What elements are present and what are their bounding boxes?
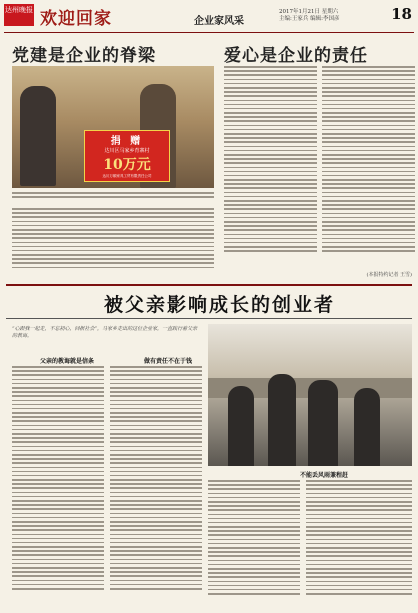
article1-column-a: [224, 66, 317, 268]
article2-column-2: [110, 366, 202, 606]
subheading-responsibility: 做有责任不在于钱: [144, 358, 193, 365]
edition-meta: [279, 9, 339, 23]
article2-lead: “心跟我一起走，不忘初心，回报社会”，马家乡走出的这位企业家，一直践行着父亲的教诲。: [12, 326, 198, 339]
photo-person-1: [228, 386, 254, 466]
donation-photo: [12, 66, 214, 188]
article2-column-1: [12, 366, 104, 606]
section-divider: [6, 284, 412, 286]
sign-donor: 达川万顺家具工贸有限责任公司: [102, 174, 152, 178]
newspaper-logo: 达州晚报: [4, 4, 34, 26]
photo-person-2: [268, 374, 296, 466]
section-title: 企业家风采: [194, 16, 244, 27]
headline-left: 党建是企业的脊梁: [12, 46, 156, 66]
subheading-father-teaching: 父亲的教诲就是信条: [40, 358, 95, 365]
masthead: [4, 4, 414, 30]
headline-right: 爱心是企业的责任: [224, 46, 368, 66]
headline-underline: [6, 318, 412, 319]
article1-left-column: [12, 208, 214, 278]
photo-person-4: [354, 388, 380, 466]
donation-sign: [84, 130, 170, 182]
article1-credit: (本报特约记者 王雪): [366, 272, 412, 278]
page-number: 18: [391, 5, 412, 23]
editor-credit: 主编:王家兵 编辑:李国彦: [279, 16, 340, 22]
article1-column-b: [322, 66, 415, 268]
subheading-perseverance: 不能丢风雨兼程赶: [300, 472, 349, 479]
article2-column-3: [208, 480, 300, 606]
sign-amount: 10万元: [103, 157, 151, 173]
photo-person-3: [308, 380, 338, 466]
photo-person-left: [20, 86, 56, 186]
header-rule: [4, 32, 414, 33]
article2-column-4: [306, 480, 412, 606]
sign-title: 捐 赠: [110, 136, 144, 147]
sign-recipient: 达川区马家乡育寨村: [104, 148, 150, 154]
article2-headline: 被父亲影响成长的创业者: [104, 294, 336, 316]
factory-photo: [208, 324, 412, 466]
photo-caption: [12, 192, 214, 200]
issue-date: 2017年1月21日 星期六: [279, 9, 339, 15]
section-wordmark: 欢迎回家: [40, 9, 112, 29]
